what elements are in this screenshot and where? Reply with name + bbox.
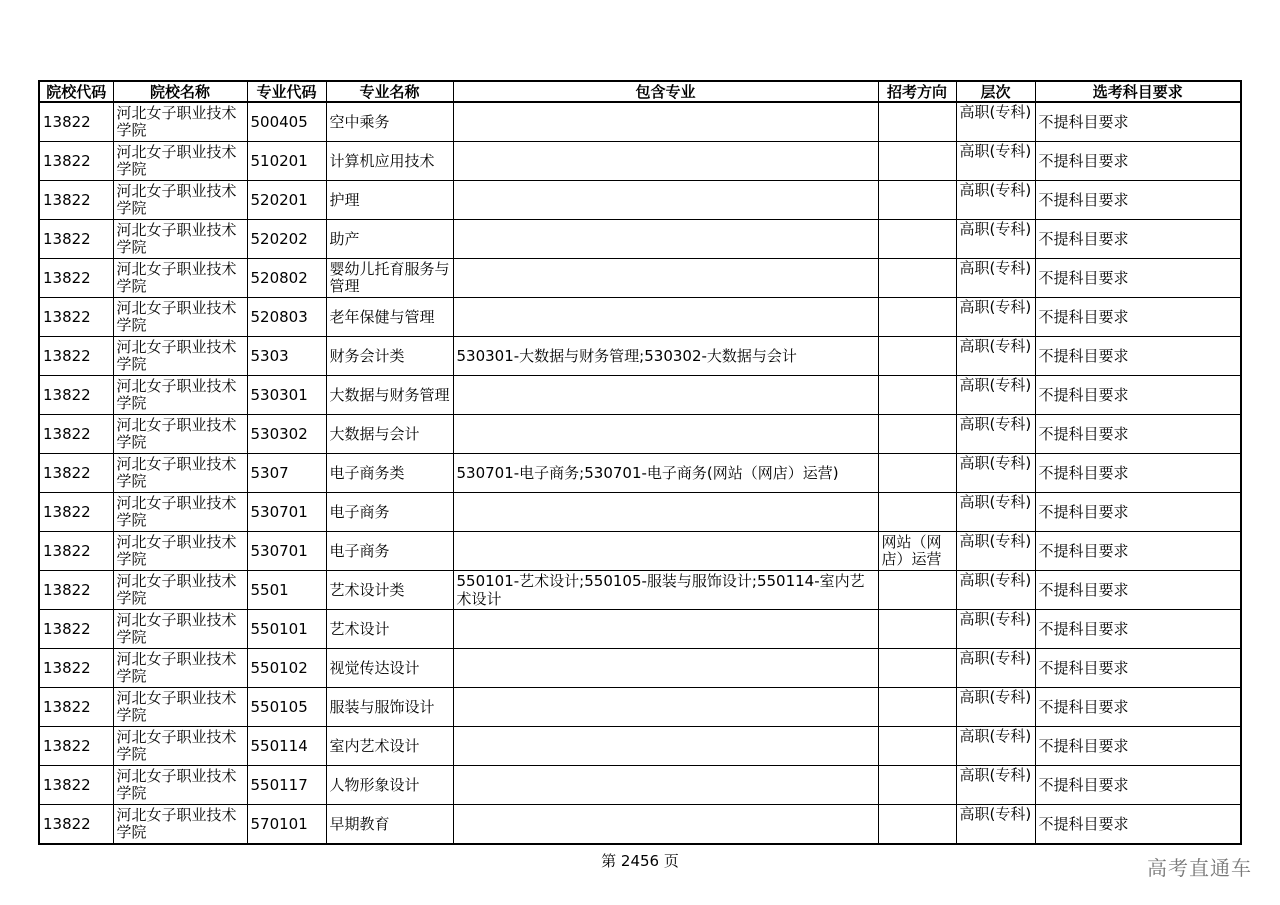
cell-school-code: 13822 [39, 102, 113, 142]
cell-included-majors: 550101-艺术设计;550105-服装与服饰设计;550114-室内艺术设计 [453, 571, 878, 610]
cell-school-code: 13822 [39, 610, 113, 649]
cell-major-code: 510201 [247, 142, 326, 181]
cell-major-name: 室内艺术设计 [326, 727, 453, 766]
cell-school-code: 13822 [39, 493, 113, 532]
cell-major-code: 520802 [247, 259, 326, 298]
cell-major-code: 520202 [247, 220, 326, 259]
table-row [39, 102, 1241, 142]
table-row [39, 688, 1241, 727]
header-major-name: 专业名称 [326, 81, 453, 102]
cell-direction [878, 493, 956, 532]
table-row [39, 493, 1241, 532]
table-row [39, 298, 1241, 337]
cell-school-code: 13822 [39, 766, 113, 805]
cell-subject-requirement: 不提科目要求 [1035, 532, 1241, 571]
cell-major-code: 5307 [247, 454, 326, 493]
cell-level: 高职(专科) [956, 532, 1035, 571]
header-subject-requirement: 选考科目要求 [1035, 81, 1241, 102]
cell-level: 高职(专科) [956, 259, 1035, 298]
cell-included-majors [453, 610, 878, 649]
table-row [39, 532, 1241, 571]
cell-subject-requirement: 不提科目要求 [1035, 259, 1241, 298]
cell-school-code: 13822 [39, 376, 113, 415]
cell-major-code: 520803 [247, 298, 326, 337]
cell-direction [878, 376, 956, 415]
cell-school-code: 13822 [39, 805, 113, 845]
cell-school-name: 河北女子职业技术学院 [113, 298, 247, 337]
table-row [39, 727, 1241, 766]
cell-school-code: 13822 [39, 415, 113, 454]
cell-major-name: 大数据与财务管理 [326, 376, 453, 415]
cell-school-name: 河北女子职业技术学院 [113, 259, 247, 298]
cell-major-code: 550102 [247, 649, 326, 688]
cell-direction [878, 181, 956, 220]
cell-level: 高职(专科) [956, 727, 1035, 766]
cell-included-majors [453, 298, 878, 337]
cell-level: 高职(专科) [956, 376, 1035, 415]
cell-level: 高职(专科) [956, 610, 1035, 649]
cell-subject-requirement: 不提科目要求 [1035, 571, 1241, 610]
cell-major-name: 大数据与会计 [326, 415, 453, 454]
cell-subject-requirement: 不提科目要求 [1035, 142, 1241, 181]
cell-major-name: 助产 [326, 220, 453, 259]
cell-subject-requirement: 不提科目要求 [1035, 727, 1241, 766]
table-header-row [39, 81, 1241, 102]
cell-direction [878, 805, 956, 845]
cell-included-majors [453, 376, 878, 415]
cell-direction [878, 102, 956, 142]
header-major-code: 专业代码 [247, 81, 326, 102]
cell-major-name: 视觉传达设计 [326, 649, 453, 688]
cell-major-name: 电子商务 [326, 532, 453, 571]
cell-school-code: 13822 [39, 454, 113, 493]
cell-included-majors [453, 259, 878, 298]
table-row [39, 259, 1241, 298]
cell-direction [878, 610, 956, 649]
table-body [39, 102, 1241, 844]
header-direction: 招考方向 [878, 81, 956, 102]
cell-school-name: 河北女子职业技术学院 [113, 454, 247, 493]
cell-included-majors [453, 415, 878, 454]
cell-direction [878, 571, 956, 610]
table-row [39, 766, 1241, 805]
cell-major-name: 计算机应用技术 [326, 142, 453, 181]
header-school-name: 院校名称 [113, 81, 247, 102]
cell-subject-requirement: 不提科目要求 [1035, 337, 1241, 376]
cell-included-majors [453, 532, 878, 571]
table-row [39, 220, 1241, 259]
cell-level: 高职(专科) [956, 298, 1035, 337]
table-row [39, 649, 1241, 688]
cell-included-majors [453, 142, 878, 181]
header-included-majors: 包含专业 [453, 81, 878, 102]
cell-included-majors [453, 181, 878, 220]
cell-major-code: 520201 [247, 181, 326, 220]
cell-included-majors [453, 649, 878, 688]
cell-level: 高职(专科) [956, 220, 1035, 259]
cell-direction [878, 298, 956, 337]
cell-school-name: 河北女子职业技术学院 [113, 102, 247, 142]
cell-school-name: 河北女子职业技术学院 [113, 142, 247, 181]
cell-school-name: 河北女子职业技术学院 [113, 181, 247, 220]
table-row [39, 337, 1241, 376]
cell-subject-requirement: 不提科目要求 [1035, 454, 1241, 493]
cell-subject-requirement: 不提科目要求 [1035, 649, 1241, 688]
cell-direction [878, 142, 956, 181]
cell-school-code: 13822 [39, 649, 113, 688]
cell-major-code: 550114 [247, 727, 326, 766]
cell-subject-requirement: 不提科目要求 [1035, 298, 1241, 337]
cell-school-code: 13822 [39, 532, 113, 571]
cell-major-name: 电子商务类 [326, 454, 453, 493]
cell-subject-requirement: 不提科目要求 [1035, 493, 1241, 532]
cell-major-name: 服装与服饰设计 [326, 688, 453, 727]
cell-school-code: 13822 [39, 727, 113, 766]
cell-major-code: 5501 [247, 571, 326, 610]
cell-level: 高职(专科) [956, 649, 1035, 688]
cell-school-name: 河北女子职业技术学院 [113, 766, 247, 805]
cell-level: 高职(专科) [956, 181, 1035, 220]
cell-major-code: 550101 [247, 610, 326, 649]
cell-level: 高职(专科) [956, 805, 1035, 845]
cell-subject-requirement: 不提科目要求 [1035, 766, 1241, 805]
cell-major-name: 财务会计类 [326, 337, 453, 376]
cell-included-majors [453, 766, 878, 805]
cell-direction [878, 766, 956, 805]
cell-included-majors [453, 220, 878, 259]
cell-school-name: 河北女子职业技术学院 [113, 805, 247, 845]
cell-direction [878, 727, 956, 766]
cell-subject-requirement: 不提科目要求 [1035, 376, 1241, 415]
cell-included-majors [453, 727, 878, 766]
cell-major-name: 早期教育 [326, 805, 453, 845]
cell-direction [878, 220, 956, 259]
cell-major-name: 老年保健与管理 [326, 298, 453, 337]
header-level: 层次 [956, 81, 1035, 102]
cell-direction: 网站（网店）运营 [878, 532, 956, 571]
cell-included-majors [453, 493, 878, 532]
cell-major-name: 艺术设计类 [326, 571, 453, 610]
cell-major-name: 婴幼儿托育服务与管理 [326, 259, 453, 298]
cell-level: 高职(专科) [956, 493, 1035, 532]
cell-major-name: 人物形象设计 [326, 766, 453, 805]
cell-subject-requirement: 不提科目要求 [1035, 220, 1241, 259]
cell-major-code: 530701 [247, 532, 326, 571]
table-row [39, 610, 1241, 649]
cell-major-code: 5303 [247, 337, 326, 376]
cell-included-majors [453, 805, 878, 845]
cell-major-code: 550105 [247, 688, 326, 727]
cell-major-name: 艺术设计 [326, 610, 453, 649]
cell-major-code: 530701 [247, 493, 326, 532]
cell-level: 高职(专科) [956, 337, 1035, 376]
cell-included-majors: 530701-电子商务;530701-电子商务(网站（网店）运营) [453, 454, 878, 493]
table-row [39, 415, 1241, 454]
cell-major-code: 530302 [247, 415, 326, 454]
cell-level: 高职(专科) [956, 102, 1035, 142]
cell-included-majors: 530301-大数据与财务管理;530302-大数据与会计 [453, 337, 878, 376]
cell-subject-requirement: 不提科目要求 [1035, 610, 1241, 649]
cell-level: 高职(专科) [956, 415, 1035, 454]
cell-level: 高职(专科) [956, 454, 1035, 493]
cell-school-name: 河北女子职业技术学院 [113, 220, 247, 259]
cell-school-name: 河北女子职业技术学院 [113, 571, 247, 610]
table-row [39, 142, 1241, 181]
cell-major-name: 护理 [326, 181, 453, 220]
cell-school-code: 13822 [39, 259, 113, 298]
cell-major-code: 500405 [247, 102, 326, 142]
table-row [39, 805, 1241, 845]
cell-school-name: 河北女子职业技术学院 [113, 727, 247, 766]
cell-school-code: 13822 [39, 181, 113, 220]
cell-school-name: 河北女子职业技术学院 [113, 688, 247, 727]
table-row [39, 181, 1241, 220]
cell-major-code: 550117 [247, 766, 326, 805]
cell-level: 高职(专科) [956, 688, 1035, 727]
cell-direction [878, 688, 956, 727]
cell-level: 高职(专科) [956, 571, 1035, 610]
cell-subject-requirement: 不提科目要求 [1035, 688, 1241, 727]
cell-subject-requirement: 不提科目要求 [1035, 415, 1241, 454]
cell-school-code: 13822 [39, 220, 113, 259]
majors-table [38, 80, 1242, 845]
watermark: 高考直通车 [1147, 856, 1252, 880]
cell-school-code: 13822 [39, 571, 113, 610]
cell-included-majors [453, 688, 878, 727]
cell-direction [878, 337, 956, 376]
cell-subject-requirement: 不提科目要求 [1035, 805, 1241, 845]
cell-direction [878, 259, 956, 298]
cell-school-name: 河北女子职业技术学院 [113, 610, 247, 649]
cell-level: 高职(专科) [956, 142, 1035, 181]
cell-school-name: 河北女子职业技术学院 [113, 376, 247, 415]
cell-major-code: 530301 [247, 376, 326, 415]
cell-school-name: 河北女子职业技术学院 [113, 415, 247, 454]
page-number: 第 2456 页 [601, 852, 679, 870]
cell-subject-requirement: 不提科目要求 [1035, 102, 1241, 142]
table-row [39, 571, 1241, 610]
cell-school-code: 13822 [39, 142, 113, 181]
cell-direction [878, 415, 956, 454]
cell-level: 高职(专科) [956, 766, 1035, 805]
cell-subject-requirement: 不提科目要求 [1035, 181, 1241, 220]
table-row [39, 454, 1241, 493]
cell-major-name: 电子商务 [326, 493, 453, 532]
cell-school-code: 13822 [39, 298, 113, 337]
cell-school-name: 河北女子职业技术学院 [113, 649, 247, 688]
cell-major-code: 570101 [247, 805, 326, 845]
cell-direction [878, 649, 956, 688]
cell-school-name: 河北女子职业技术学院 [113, 532, 247, 571]
cell-direction [878, 454, 956, 493]
header-school-code: 院校代码 [39, 81, 113, 102]
cell-included-majors [453, 102, 878, 142]
cell-major-name: 空中乘务 [326, 102, 453, 142]
cell-school-code: 13822 [39, 337, 113, 376]
table-row [39, 376, 1241, 415]
cell-school-name: 河北女子职业技术学院 [113, 493, 247, 532]
cell-school-code: 13822 [39, 688, 113, 727]
cell-school-name: 河北女子职业技术学院 [113, 337, 247, 376]
